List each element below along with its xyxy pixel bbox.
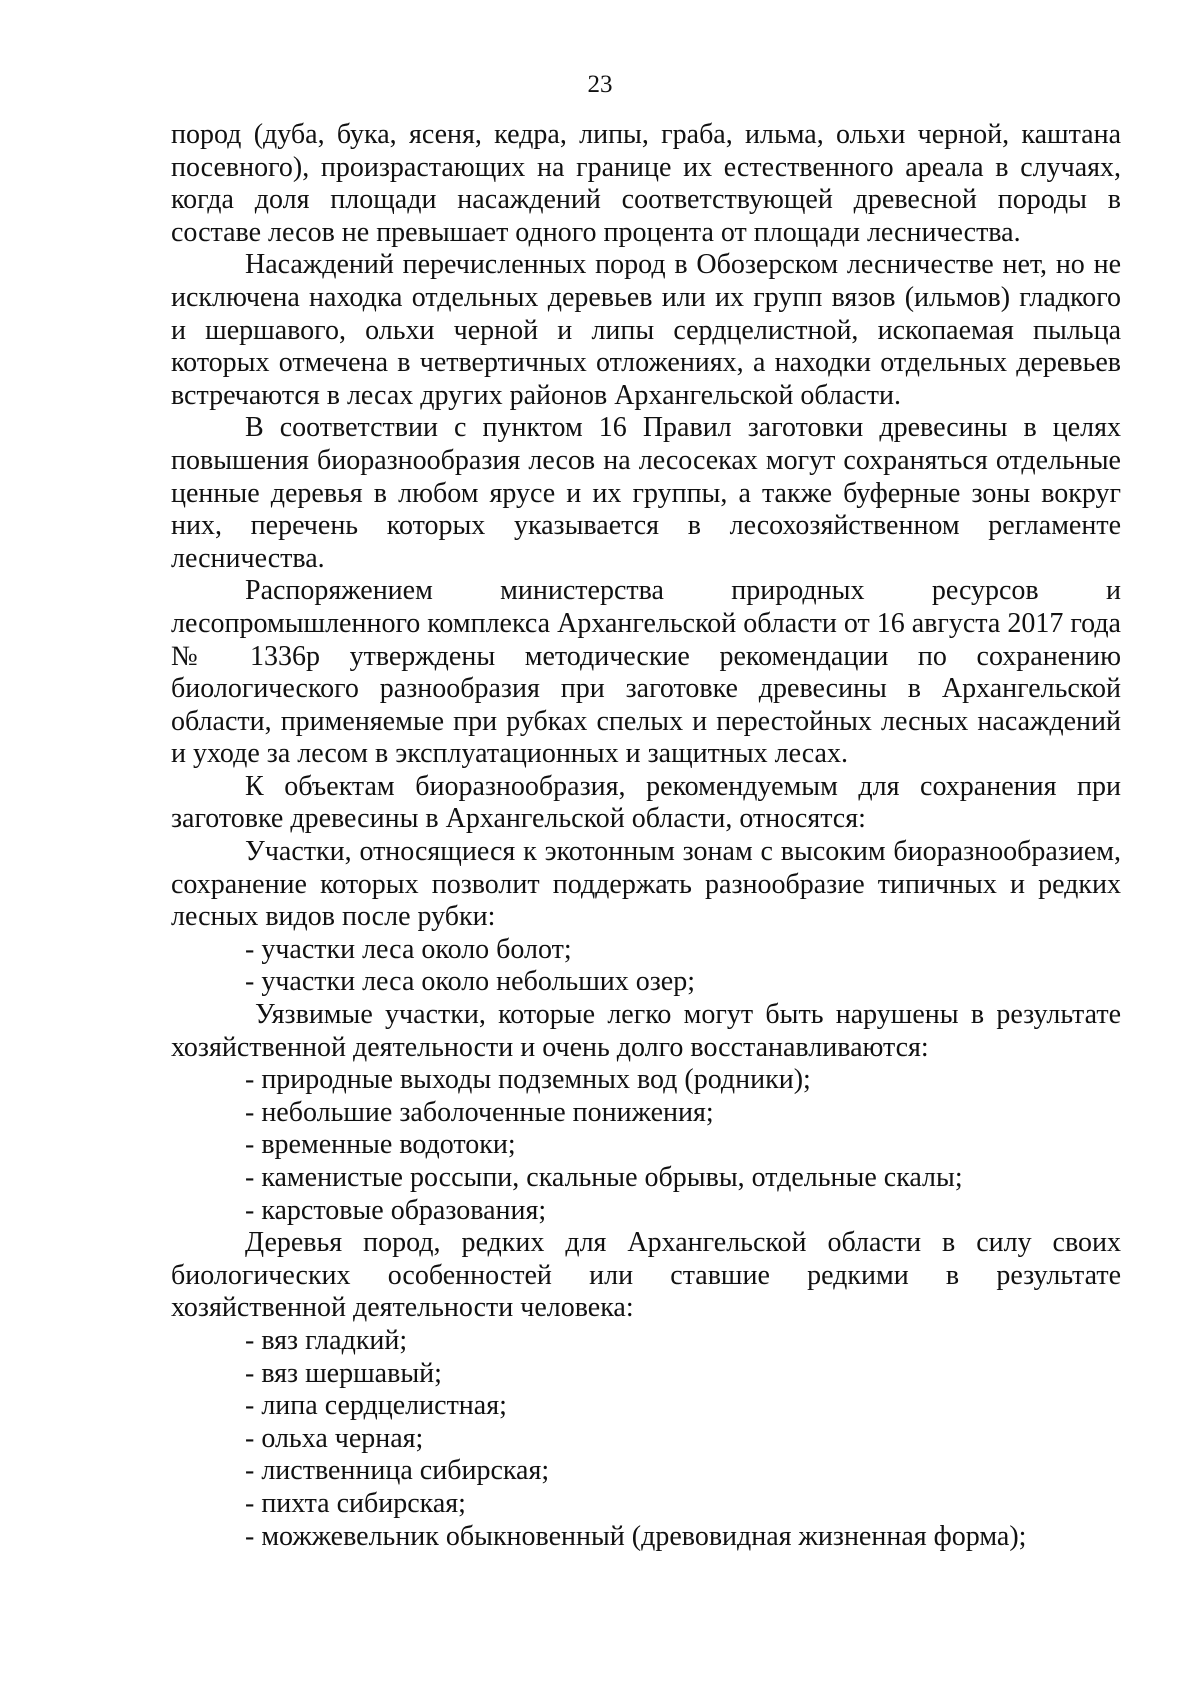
list-item: - карстовые образования; xyxy=(245,1194,547,1226)
list-item: - липа сердцелистная; xyxy=(245,1390,507,1422)
list-item: - вяз гладкий; xyxy=(245,1324,408,1356)
paragraph-obozersky: Насаждений перечисленных пород в Обозерском лесничестве нет, но не исключена находка отдельных деревьев или их групп вязов (ильмов) гладкого и шершавого, ольхи черной и липы сердцелистной, ископаемая пыльца которых отмечена в четвертичных отложениях, а находки отдельных деревьев встречаются в лесах других районов Архангельской области. xyxy=(171,249,1121,411)
paragraph-ecotone-zones: Участки, относящиеся к экотонным зонам с высоким биоразнообразием, сохранение которых позволит поддержать разнообразие типичных и редких лесных видов после рубки: xyxy=(171,836,1121,933)
page-number: 23 xyxy=(587,71,613,98)
list-item: - вяз шершавый; xyxy=(245,1357,442,1389)
list-item: - можжевельник обыкновенный (древовидная жизненная форма); xyxy=(245,1520,1027,1552)
list-item: - участки леса около болот; xyxy=(245,933,572,965)
list-item: - лиственница сибирская; xyxy=(245,1455,550,1487)
paragraph-rules-point-16: В соответствии с пунктом 16 Правил заготовки древесины в целях повышения биоразнообразия лесов на лесосеках могут сохраняться отдельные ценные деревья в любом ярусе и их группы, а также буферные зоны вокруг них, перечень которых указывается в лесохозяйственном регламенте лесничества. xyxy=(171,412,1121,574)
list-item: - пихта сибирская; xyxy=(245,1487,466,1519)
paragraph-continuation: пород (дуба, бука, ясеня, кедра, липы, граба, ильма, ольхи черной, каштана посевного), произрастающих на границе их естественного ареала в случаях, когда доля площади насаждений соответствующей древесной породы в составе лесов не превышает одного процента от площади лесничества. xyxy=(171,119,1121,248)
list-item: - небольшие заболоченные понижения; xyxy=(245,1096,714,1128)
paragraph-ministry-order: Распоряжением министерства природных ресурсов и лесопромышленного комплекса Архангельской области от 16 августа 2017 года № 1336р утверждены методические рекомендации по сохранению биологического разнообразия при заготовке древесины в Архангельской области, применяемые при рубках спелых и перестойных лесных насаждений и уходе за лесом в эксплуатационных и защитных лесах. xyxy=(171,575,1121,770)
list-item: - ольха черная; xyxy=(245,1422,424,1454)
paragraph-biodiversity-objects: К объектам биоразнообразия, рекомендуемым для сохранения при заготовке древесины в Архангельской области, относятся: xyxy=(171,770,1121,835)
list-item: - каменистые россыпи, скальные обрывы, отдельные скалы; xyxy=(245,1162,963,1193)
paragraph-vulnerable-areas: Уязвимые участки, которые легко могут быть нарушены в результате хозяйственной деятельности и очень долго восстанавливаются: xyxy=(171,999,1121,1063)
list-item: - природные выходы подземных вод (родники); xyxy=(245,1064,811,1096)
paragraph-rare-trees: Деревья пород, редких для Архангельской области в силу своих биологических особенностей или ставшие редкими в результате хозяйственной деятельности человека: xyxy=(171,1227,1121,1324)
list-item: - участки леса около небольших озер; xyxy=(245,966,696,998)
document-body xyxy=(171,119,1121,1553)
list-item: - временные водотоки; xyxy=(245,1129,516,1161)
